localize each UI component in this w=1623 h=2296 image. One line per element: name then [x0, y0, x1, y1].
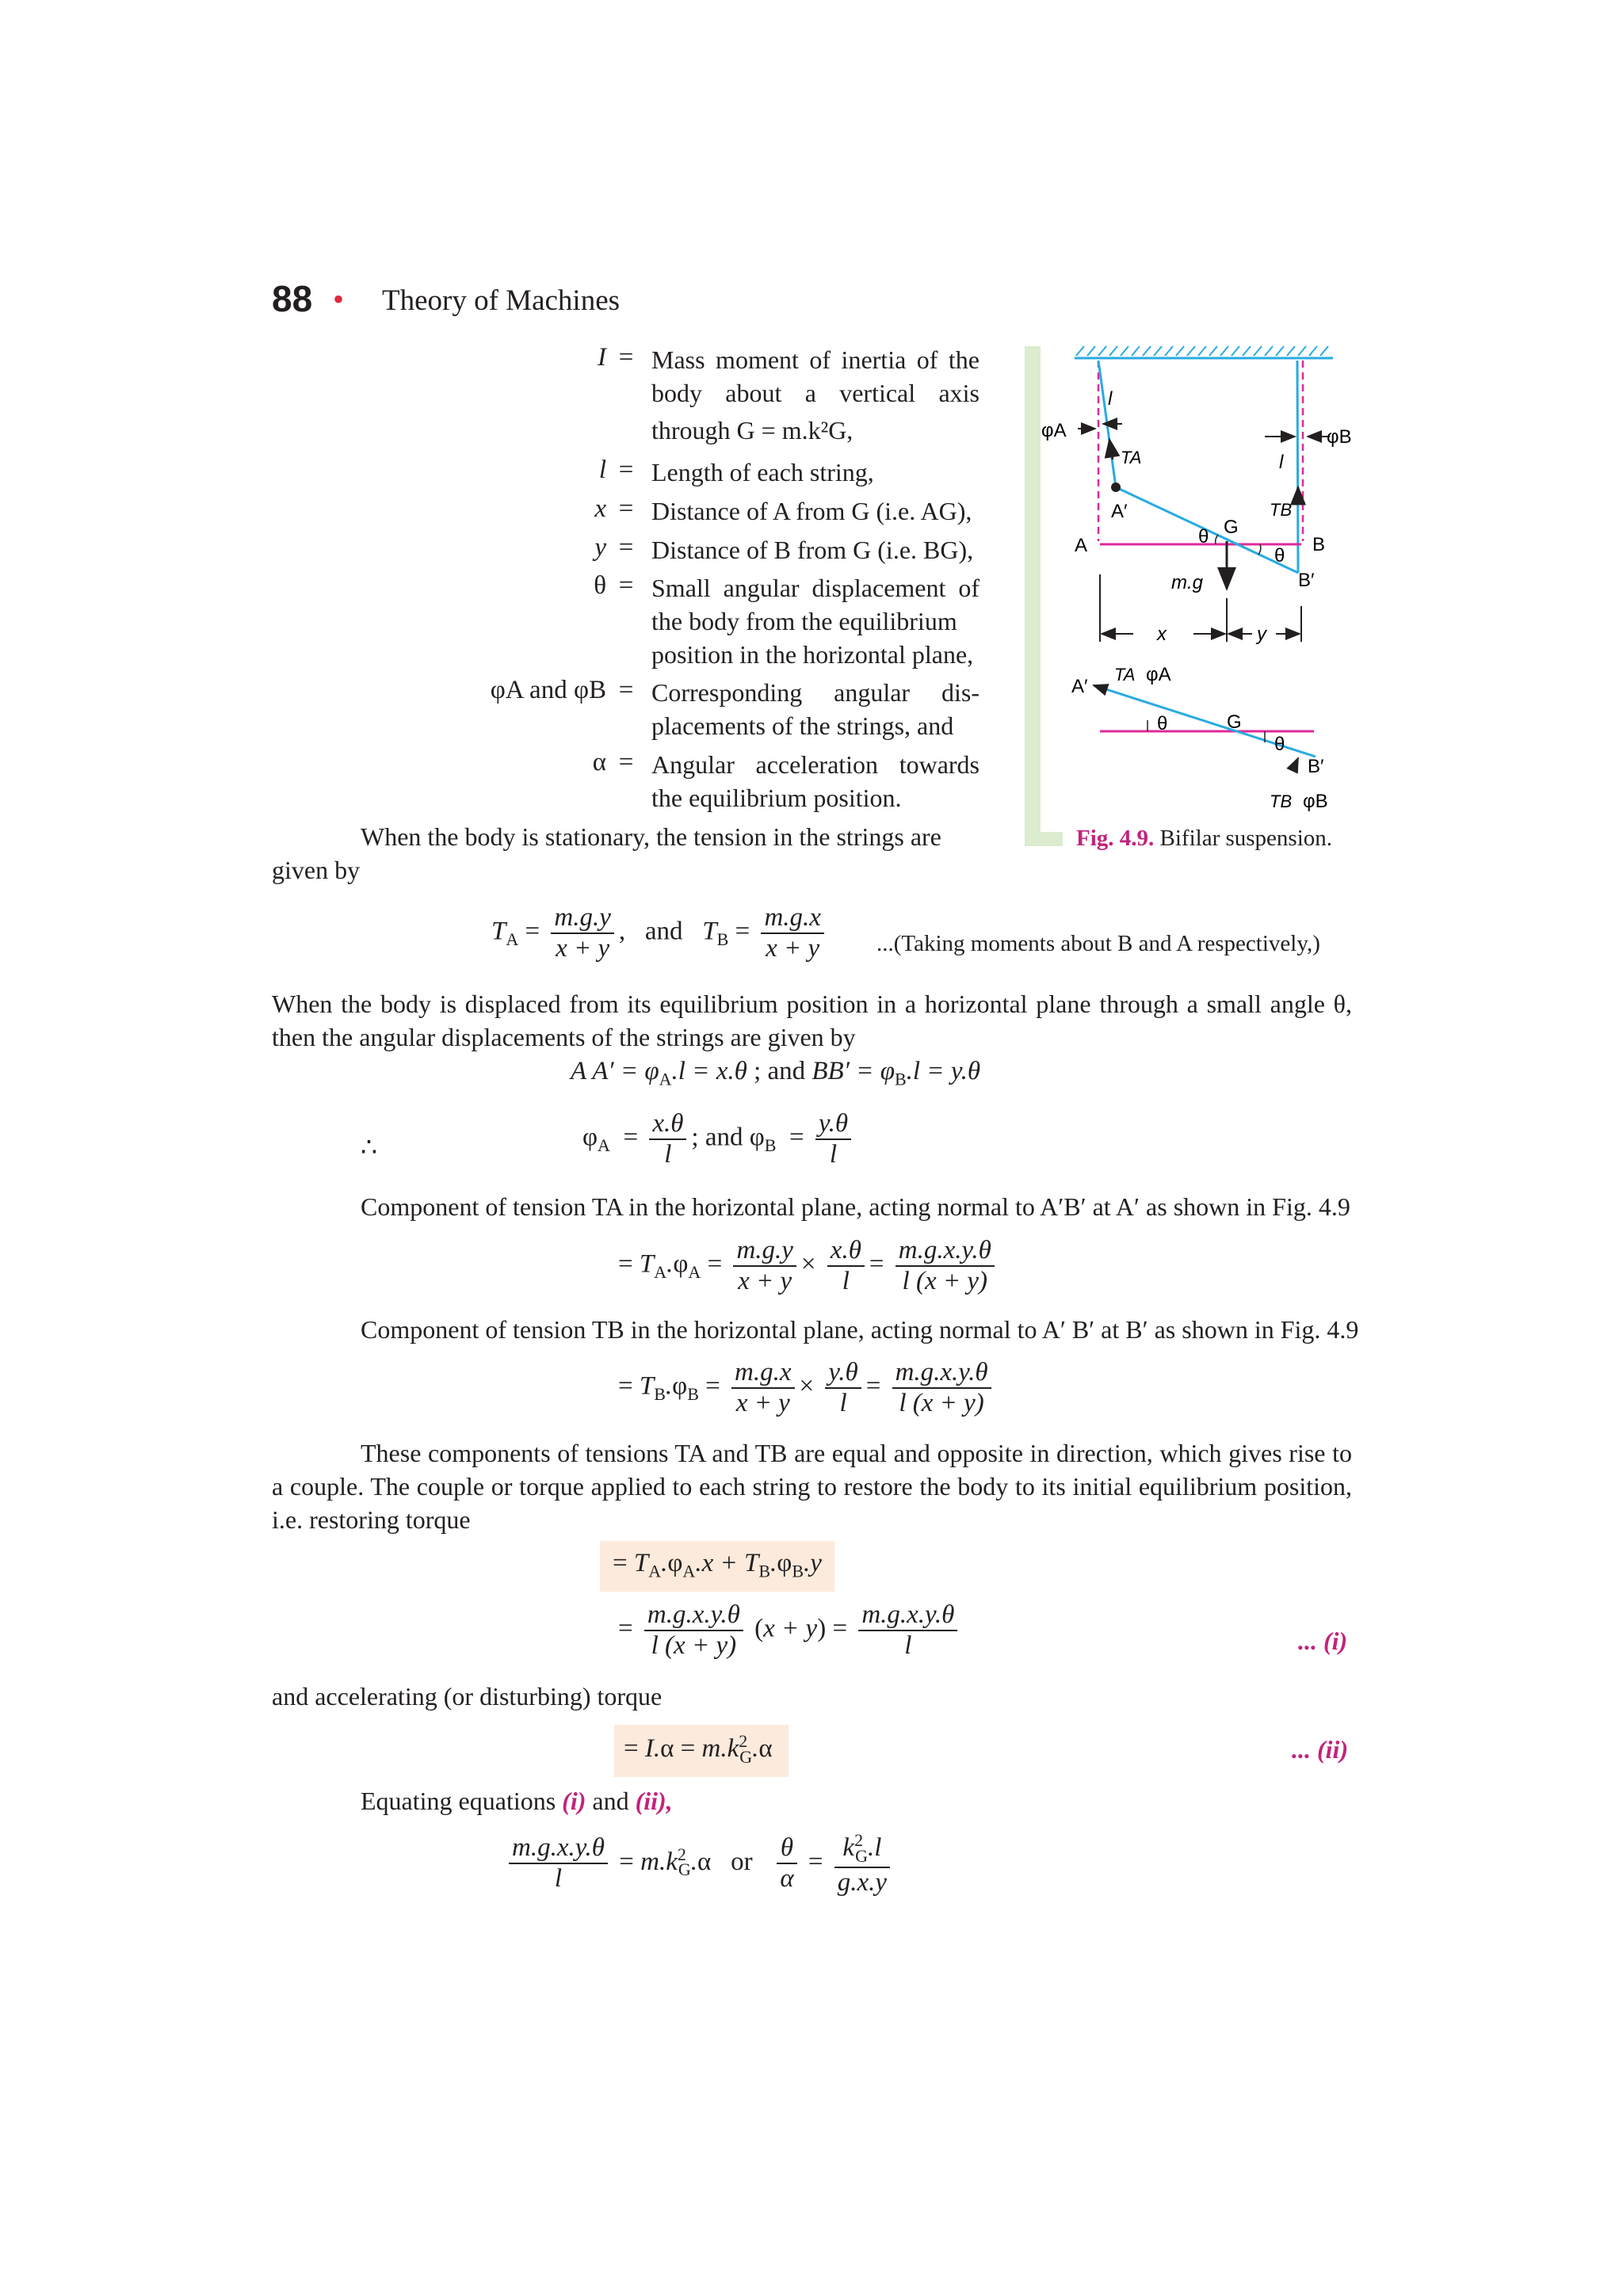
def-text-line: the equilibrium position.	[651, 784, 902, 812]
label-theta-2: θ	[1274, 545, 1285, 566]
def-symbol-alpha: α	[592, 748, 606, 776]
def-symbol-phi: φA and φB	[490, 676, 606, 704]
equation-restoring-torque: = $T_A.\varphi_A.x + T_B.\varphi_B.y$	[600, 1541, 834, 1592]
equation-phi: $\varphi_A$ = $\frac{x.\theta}{l}$ ; and $\varphi_B$ = $\frac{y.\theta}{l}$	[582, 1109, 856, 1169]
def-text-line: body about a vertical axis	[651, 379, 980, 407]
label-y: y	[1257, 624, 1266, 645]
def-text-line: placements of the strings, and	[651, 711, 954, 740]
therefore-symbol: ∴	[361, 1134, 377, 1162]
label-phiA: φA	[1041, 420, 1067, 441]
figure-caption-text: Bifilar suspension.	[1159, 826, 1333, 851]
label-theta-4: θ	[1274, 734, 1285, 755]
and-text: and	[644, 917, 683, 946]
def-equals: =	[618, 676, 634, 704]
label-G: G	[1224, 517, 1239, 538]
equation-component-a: = $T_A.\varphi_A$ = $\frac{m.g.y}{x + y}$ × $\frac{x.\theta}{l}$ = $\frac{m.g.x.y.\theta}{l (x + y)}$	[618, 1236, 999, 1296]
label-phiB: φB	[1327, 426, 1352, 448]
equation-displacement: A $A' = \varphi_A.l = x.\theta$ ; and $BB' = \varphi_B.l = y.\theta$	[571, 1057, 981, 1089]
def-text-line: through G = m.k²G,	[651, 416, 854, 444]
def-text-line: Mass moment of inertia of the	[651, 345, 980, 374]
def-equals: =	[618, 343, 634, 372]
figure-caption-label: Fig. 4.9.	[1076, 826, 1155, 851]
paragraph-stationary-line1: When the body is stationary, the tension in the strings are	[361, 822, 941, 851]
def-text-line: Length of each string,	[651, 458, 874, 486]
equation-restoring-torque-expanded: = $\frac{m.g.x.y.\theta}{l (x + y)}$ (x + y) = $\frac{m.g.x.y.\theta}{l}$	[618, 1600, 962, 1661]
def-text-line: Corresponding angular dis-	[651, 678, 980, 707]
def-symbol-y: y	[594, 533, 606, 562]
label-theta-1: θ	[1198, 526, 1209, 547]
label-l-left: l	[1108, 388, 1113, 410]
label-A: A	[1075, 535, 1088, 556]
equating-ref-ii: (ii)	[635, 1787, 666, 1815]
label-A-prime-2: A′	[1071, 676, 1088, 697]
def-symbol-I: I	[598, 343, 606, 372]
label-B: B	[1312, 534, 1326, 555]
paragraph-displaced: When the body is displaced from its equilibrium position in a horizontal plane through a small angle θ, then the angular displacements of the strings are given by	[272, 990, 1352, 1051]
label-mg: m.g	[1171, 572, 1204, 593]
equating-ref-i: (i)	[562, 1787, 586, 1815]
def-text-line: Distance of A from G (i.e. AG),	[651, 497, 972, 525]
def-text-line: Angular acceleration towards	[651, 750, 980, 779]
label-l-right: l	[1279, 452, 1284, 473]
label-theta-3: θ	[1157, 713, 1168, 734]
label-phiA-2: φA	[1146, 664, 1171, 685]
def-equals: =	[618, 571, 634, 600]
header-bullet: •	[333, 281, 345, 317]
equating-and: and	[592, 1787, 629, 1815]
def-text-line: Small angular displacement of	[651, 574, 980, 602]
label-x: x	[1157, 624, 1167, 645]
component-b-text: Component of tension TB in the horizontal plane, acting normal to A′ B′ at B′ as shown in Fig. 4.9	[361, 1315, 1359, 1344]
label-TA-2: TA	[1114, 665, 1136, 685]
def-equals: =	[618, 456, 634, 484]
label-phiB-2: φB	[1303, 791, 1328, 812]
eq-and: ; and	[691, 1123, 743, 1152]
label-B-prime-2: B′	[1308, 756, 1324, 777]
def-text-line: position in the horizontal plane,	[651, 640, 974, 669]
string-b-displaced	[1297, 360, 1298, 573]
figure-guide-bar-foot	[1025, 832, 1063, 846]
ceiling-hatch	[1075, 346, 1333, 358]
def-equals: =	[618, 533, 634, 562]
def-text-line: Distance of B from G (i.e. BG),	[651, 536, 974, 564]
def-symbol-theta: θ	[594, 571, 606, 600]
label-A-prime: A′	[1111, 501, 1128, 522]
page-number: 88	[272, 278, 313, 319]
def-equals: =	[618, 494, 634, 523]
label-TB-2: TB	[1270, 791, 1293, 811]
running-title: Theory of Machines	[382, 284, 621, 317]
paragraph-accelerating: and accelerating (or disturbing) torque	[272, 1682, 663, 1711]
equation-final: $\frac{m.g.x.y.\theta}{l}$ = $m.k^2_G.\alpha$ or $\frac{\theta}{\alpha}$ = $\frac{k^2_G.l}{g.x.y}$	[504, 1830, 895, 1897]
label-TB: TB	[1270, 500, 1293, 520]
label-TA: TA	[1121, 448, 1142, 467]
or-text: or	[731, 1847, 753, 1876]
equation-component-b: = $T_B.\varphi_B$ = $\frac{m.g.x}{x + y}$ × $\frac{y.\theta}{l}$ = $\frac{m.g.x.y.\theta}{l (x + y)}$	[618, 1358, 996, 1418]
paragraph-stationary-line2: given by	[272, 856, 361, 884]
equating-text: Equating equations	[361, 1787, 556, 1815]
label-B-prime: B′	[1298, 570, 1315, 591]
figure-caption	[1076, 826, 1332, 852]
equating-comma: ,	[666, 1787, 673, 1815]
eq-label-i: ... (i)	[1298, 1627, 1348, 1655]
equation-tensions: $T_A$ = $\frac{m.g.y}{x + y}$ , and $T_B$ = $\frac{m.g.x}{x + y}$	[491, 903, 829, 963]
paragraph-equating	[361, 1784, 673, 1817]
def-text-line: the body from the equilibrium	[651, 607, 957, 635]
equation-note: ...(Taking moments about B and A respectively,)	[876, 931, 1320, 956]
eq-label-ii: ... (ii)	[1292, 1735, 1349, 1764]
label-G-2: G	[1227, 711, 1242, 733]
equation-accelerating-torque: = $I.\alpha = m.k^2_G.\alpha$	[614, 1725, 789, 1777]
def-symbol-x: x	[594, 494, 606, 523]
def-equals: =	[618, 748, 634, 776]
paragraph-couple: These components of tensions TA and TB are equal and opposite in direction, which gives rise to a couple. The couple or torque applied to each string to restore the body to its initial equilibrium position, i.e. restoring torque	[272, 1439, 1352, 1534]
bifilar-suspension-figure	[1038, 337, 1363, 828]
component-a-text: Component of tension TA in the horizontal plane, acting normal to A′B′ at A′ as shown in Fig. 4.9	[361, 1192, 1350, 1221]
def-symbol-l: l	[598, 456, 606, 484]
